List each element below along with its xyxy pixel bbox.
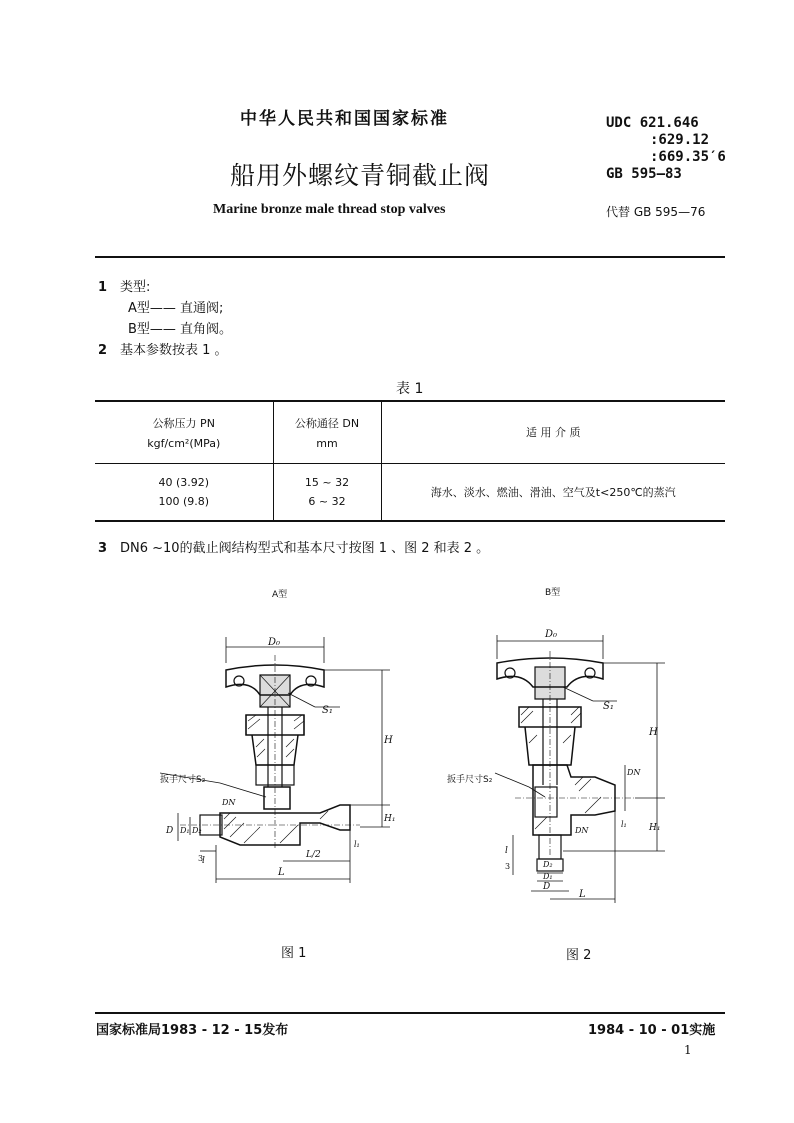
fig1-label-l1: l₁ (354, 840, 360, 849)
fig1-label-d1: D₁ (180, 826, 190, 835)
figure-2-caption: 图 2 (566, 948, 592, 963)
section-1-title: 类型: (120, 280, 151, 295)
issuing-body: 中华人民共和国国家标准 (240, 109, 449, 129)
fig1-label-l-half: L/2 (306, 850, 321, 860)
section-2 (98, 339, 228, 358)
header-pressure (95, 401, 273, 463)
header-rule (95, 256, 725, 258)
fig2-label-d2: D₂ (543, 860, 553, 869)
type-a-line: A型—— 直通阀; (128, 301, 224, 316)
fig2-label-l-small: l (505, 846, 508, 856)
document-title-cn: 船用外螺纹青铜截止阀 (230, 161, 491, 190)
replaces-note: 代替 GB 595—76 (606, 205, 706, 219)
footer-rule (95, 1012, 725, 1014)
fig1-label-dn: DN (222, 798, 236, 807)
fig1-label-l: L (278, 867, 285, 878)
fig1-label-h: H (384, 735, 393, 746)
page-number: 1 (684, 1043, 692, 1057)
fig2-label-d: D (543, 882, 551, 892)
header-diameter-l2: mm (316, 436, 338, 450)
figure-1-caption: 图 1 (281, 946, 307, 961)
fig2-label-s1: S₁ (603, 701, 614, 712)
figure-1-type: A型 (272, 590, 288, 600)
section-3-number: 3 (98, 541, 108, 556)
figure-2-drawing (475, 615, 675, 905)
type-b-line: B型—— 直角阀。 (128, 322, 233, 337)
fig1-label-d0: D₀ (268, 637, 281, 648)
gb-code: GB 595—83 (606, 166, 682, 182)
document-title-en: Marine bronze male thread stop valves (213, 202, 446, 217)
fig2-label-dn-side: DN (627, 768, 641, 777)
table-1 (95, 400, 725, 522)
fig2-label-l: L (579, 889, 586, 900)
diameter-value-2: 6 ~ 32 (308, 494, 346, 508)
publish-date: 国家标准局1983 - 12 - 15发布 (96, 1023, 289, 1038)
section-3 (98, 537, 489, 556)
effective-date: 1984 - 10 - 01实施 (588, 1023, 716, 1038)
pressure-value-1: 40 (3.92) (158, 475, 210, 489)
section-2-number: 2 (98, 343, 108, 358)
header-medium: 适 用 介 质 (381, 401, 725, 463)
fig2-label-dn-bottom: DN (575, 826, 589, 835)
fig2-label-h1: H₁ (649, 823, 661, 833)
section-1-heading (98, 276, 150, 295)
cell-medium: 海水、淡水、燃油、滑油、空气及t<250℃的蒸汽 (381, 463, 725, 521)
fig2-label-l1: l₁ (621, 820, 627, 829)
section-1-number: 1 (98, 280, 108, 295)
section-3-text: DN6 ~10的截止阀结构型式和基本尺寸按图 1 、图 2 和表 2 。 (120, 541, 490, 556)
cell-diameter (273, 463, 381, 521)
fig1-wrench-label: 扳手尺寸S₂ (160, 775, 206, 785)
header-pressure-l1: 公称压力 PN (152, 416, 215, 430)
fig1-label-three: 3 (198, 854, 204, 863)
fig2-wrench-label: 扳手尺寸S₂ (447, 775, 493, 785)
table-header-row (95, 401, 725, 463)
section-2-text: 基本参数按表 1 。 (120, 343, 228, 358)
fig1-label-s1: S₁ (322, 705, 333, 716)
figure-1-drawing (160, 615, 410, 895)
pressure-value-2: 100 (9.8) (158, 494, 210, 508)
figure-2-type: B型 (545, 588, 561, 598)
fig1-label-h1: H₁ (384, 814, 396, 824)
fig1-label-d: D (166, 826, 174, 836)
fig2-label-d1: D₁ (543, 872, 553, 881)
cell-pressure (95, 463, 273, 521)
fig1-label-l-small: l (202, 856, 205, 866)
udc-line-1: UDC 621.646 (606, 115, 699, 131)
diameter-value-1: 15 ~ 32 (304, 475, 350, 489)
udc-block (606, 115, 726, 183)
fig2-label-three: 3 (505, 862, 511, 871)
udc-line-3: :669.35′6 (650, 149, 726, 165)
header-diameter (273, 401, 381, 463)
header-diameter-l1: 公称通径 DN (294, 416, 360, 430)
fig1-label-d2: D₂ (192, 826, 202, 835)
header-pressure-l2: kgf/cm²(MPa) (147, 436, 221, 450)
fig2-label-d0: D₀ (545, 629, 558, 640)
udc-line-2: :629.12 (650, 132, 710, 148)
table-1-title: 表 1 (396, 381, 424, 397)
table-row (95, 463, 725, 521)
fig2-label-h: H (649, 727, 658, 738)
